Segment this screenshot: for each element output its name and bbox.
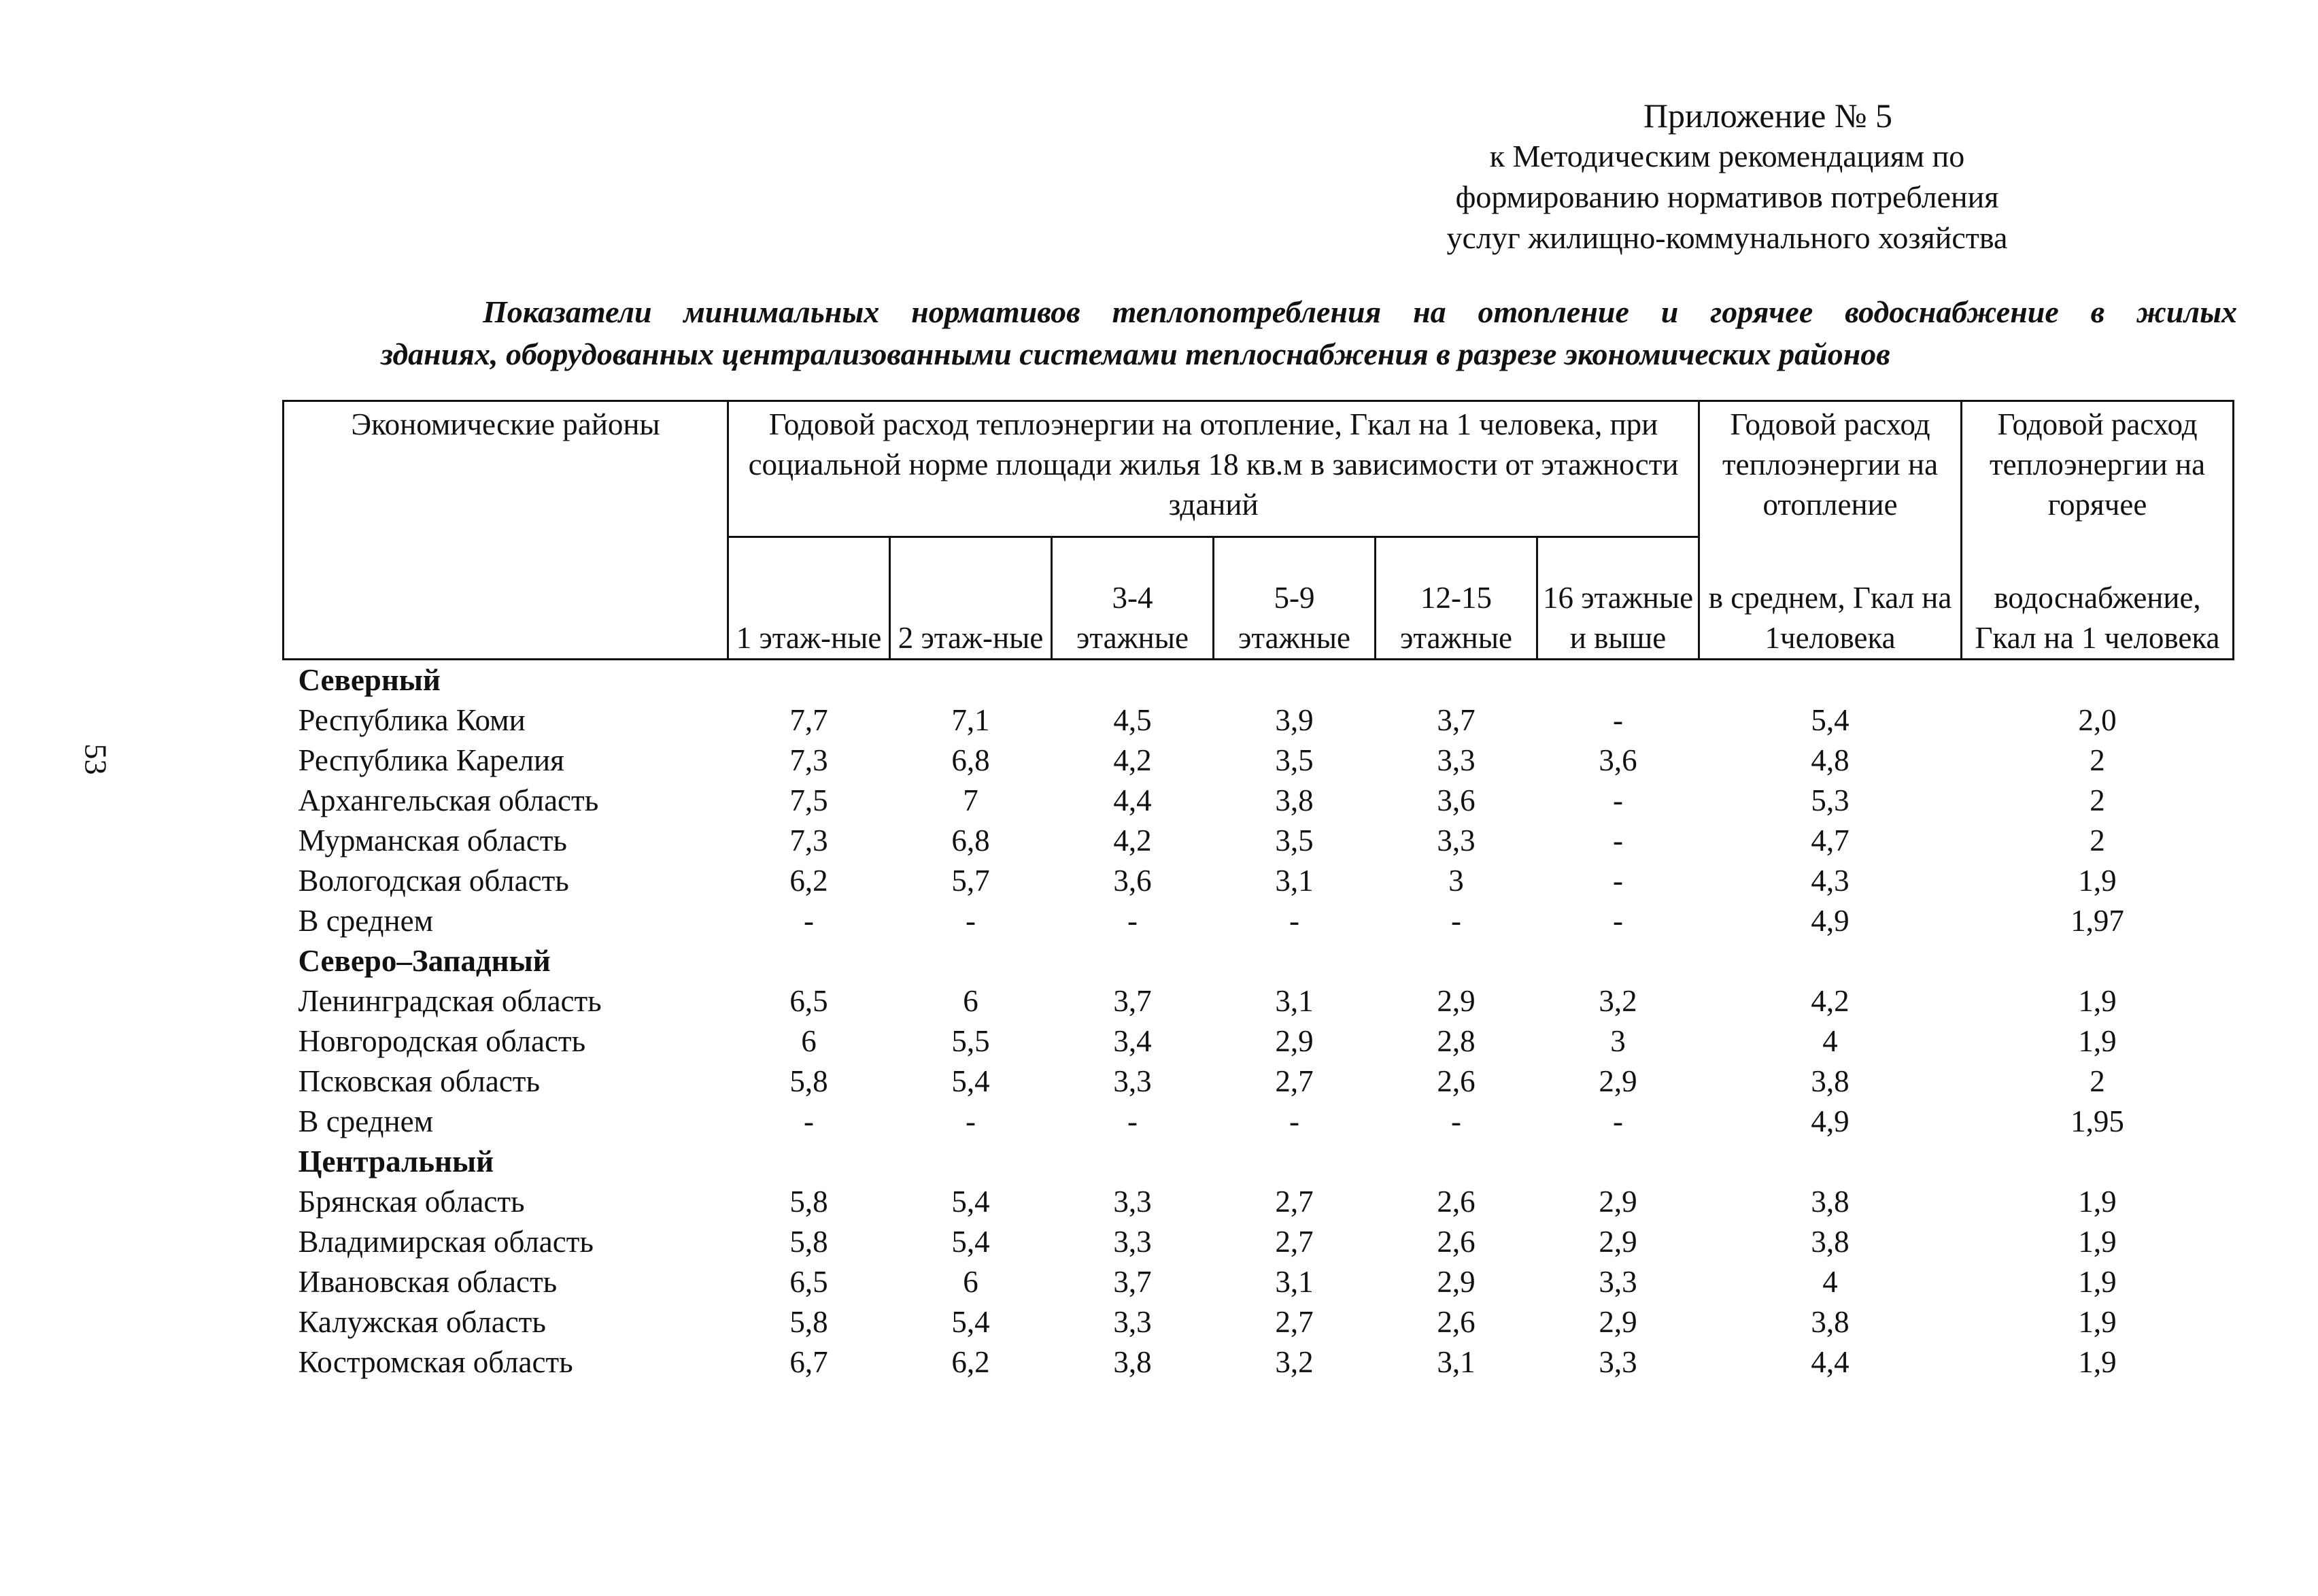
table-cell: 6,5 — [789, 984, 828, 1018]
table-cell: 2,7 — [1275, 1185, 1314, 1219]
table-cell: 4,5 — [1113, 703, 1152, 737]
table-cell: 4,9 — [1811, 904, 1850, 938]
table-cell: 2,0 — [2078, 703, 2117, 737]
table-row — [284, 781, 2234, 821]
table-cell: 3,3 — [1113, 1064, 1152, 1098]
table-cell: 1,95 — [2070, 1104, 2124, 1138]
table-cell: 2,8 — [1437, 1024, 1476, 1058]
region-group-row — [284, 1142, 2234, 1182]
title-line-2: зданиях, оборудованных централизованными системами теплоснабжения в разрезе экономических районов — [381, 337, 1890, 371]
table-cell: 3 — [1448, 864, 1464, 898]
table-cell: 5,3 — [1811, 783, 1850, 817]
region-name: Архангельская область — [298, 783, 599, 817]
table-cell: 3,3 — [1113, 1185, 1152, 1219]
table-cell: 7,5 — [789, 783, 828, 817]
table-cell: 3,2 — [1599, 984, 1637, 1018]
appendix-reference — [1367, 95, 2087, 258]
table-cell: - — [804, 904, 814, 938]
region-group-name: Северо–Западный — [298, 944, 551, 978]
table-cell: 6,2 — [951, 1345, 990, 1379]
appendix-line: к Методическим рекомендациям по — [1489, 139, 1965, 173]
region-name: В среднем — [298, 1104, 434, 1138]
region-name: Ивановская область — [298, 1265, 558, 1299]
table-cell: 3,3 — [1113, 1305, 1152, 1339]
table-cell: 3,8 — [1275, 783, 1314, 817]
table-cell: - — [1451, 1104, 1461, 1138]
table-cell: 3,2 — [1275, 1345, 1314, 1379]
table-cell: 5,4 — [951, 1064, 990, 1098]
table-row — [284, 741, 2234, 781]
table-row — [284, 1302, 2234, 1342]
table-row — [284, 1262, 2234, 1302]
table-cell: 4,8 — [1811, 743, 1850, 777]
table-cell: 6 — [801, 1024, 817, 1058]
table-cell: 2 — [2090, 783, 2105, 817]
table-cell: 4 — [1822, 1265, 1838, 1299]
table-cell: 4,4 — [1113, 783, 1152, 817]
document-title — [381, 291, 2237, 375]
table-cell: 3,5 — [1275, 743, 1314, 777]
table-cell: 2,6 — [1437, 1225, 1476, 1259]
region-name: Калужская область — [298, 1305, 546, 1339]
table-cell: 3,1 — [1437, 1345, 1476, 1379]
table-cell: 2,7 — [1275, 1305, 1314, 1339]
table-cell: 3,8 — [1811, 1185, 1850, 1219]
table-cell: 3,1 — [1275, 864, 1314, 898]
table-cell: 2,9 — [1599, 1064, 1637, 1098]
region-group-name: Северный — [298, 663, 441, 697]
table-cell: 4,2 — [1113, 824, 1152, 858]
table-cell: 1,9 — [2078, 984, 2117, 1018]
table-cell: 3,3 — [1599, 1265, 1637, 1299]
table-cell: 2,9 — [1437, 984, 1476, 1018]
table-cell: 2,9 — [1599, 1185, 1637, 1219]
table-cell: 6 — [963, 1265, 978, 1299]
table-cell: 7,7 — [789, 703, 828, 737]
table-cell: 1,9 — [2078, 1265, 2117, 1299]
table-cell: 3,8 — [1811, 1305, 1850, 1339]
table-cell: 3,3 — [1599, 1345, 1637, 1379]
table-cell: 7,1 — [951, 703, 990, 737]
table-cell: 3,6 — [1437, 783, 1476, 817]
table-cell: 1,9 — [2078, 1185, 2117, 1219]
table-cell: 5,4 — [951, 1225, 990, 1259]
table-cell: 3,7 — [1437, 703, 1476, 737]
table-cell: 5,8 — [789, 1185, 828, 1219]
appendix-line: формированию нормативов потребления — [1455, 180, 1999, 214]
region-name: Брянская область — [298, 1185, 525, 1219]
table-row — [284, 901, 2234, 941]
table-cell: 4,2 — [1113, 743, 1152, 777]
table-cell: 5,7 — [951, 864, 990, 898]
table-cell: 6,5 — [789, 1265, 828, 1299]
table-cell: 5,4 — [951, 1305, 990, 1339]
region-name: Костромская область — [298, 1345, 573, 1379]
table-cell: 5,8 — [789, 1225, 828, 1259]
table-cell: 1,9 — [2078, 1225, 2117, 1259]
region-name: Мурманская область — [298, 824, 567, 858]
table-cell: 3,8 — [1811, 1225, 1850, 1259]
table-cell: 1,9 — [2078, 864, 2117, 898]
table-cell: 6 — [963, 984, 978, 1018]
region-group-row — [284, 660, 2234, 701]
table-cell: 4,3 — [1811, 864, 1850, 898]
table-cell: 2,6 — [1437, 1305, 1476, 1339]
table-cell: 2,9 — [1275, 1024, 1314, 1058]
table-cell: 3,8 — [1811, 1064, 1850, 1098]
table-cell: - — [1613, 703, 1624, 737]
table-cell: 5,8 — [789, 1305, 828, 1339]
region-name: В среднем — [298, 904, 434, 938]
header-floors-2: 2 этаж-ные — [890, 537, 1052, 660]
region-name: Новгородская область — [298, 1024, 586, 1058]
table-cell: 3,7 — [1113, 1265, 1152, 1299]
appendix-number: Приложение № 5 — [1643, 97, 1893, 135]
table-cell: 4,7 — [1811, 824, 1850, 858]
table-cell: - — [1613, 824, 1624, 858]
table-cell: 3,7 — [1113, 984, 1152, 1018]
header-floors-1: 1 этаж-ные — [728, 537, 890, 660]
table-cell: 6,2 — [789, 864, 828, 898]
table-cell: 2 — [2090, 743, 2105, 777]
region-name: Ленинградская область — [298, 984, 602, 1018]
table-cell: - — [1613, 1104, 1624, 1138]
table-cell: 7 — [963, 783, 978, 817]
region-name: Псковская область — [298, 1064, 540, 1098]
table-cell: 3,6 — [1113, 864, 1152, 898]
table-cell: 2,9 — [1437, 1265, 1476, 1299]
appendix-line: услуг жилищно-коммунального хозяйства — [1446, 220, 2008, 255]
table-cell: 2,7 — [1275, 1064, 1314, 1098]
header-region: Экономические районы — [284, 401, 728, 660]
table-cell: 1,97 — [2070, 904, 2124, 938]
header-floors-16-plus: 16 этажные и выше — [1537, 537, 1699, 660]
table-cell: - — [966, 904, 976, 938]
table-cell: 3,3 — [1437, 743, 1476, 777]
table-cell: - — [966, 1104, 976, 1138]
table-cell: 2,6 — [1437, 1185, 1476, 1219]
table-cell: 3,3 — [1437, 824, 1476, 858]
table-cell: 3,6 — [1599, 743, 1637, 777]
region-name: Вологодская область — [298, 864, 569, 898]
table-cell: 6,7 — [789, 1345, 828, 1379]
region-name: Владимирская область — [298, 1225, 594, 1259]
header-floors-3-4: 3-4 этажные — [1052, 537, 1214, 660]
page-number: 53 — [78, 743, 114, 775]
table-cell: 1,9 — [2078, 1345, 2117, 1379]
region-name: Республика Карелия — [298, 743, 564, 777]
table-row — [284, 700, 2234, 741]
table-cell: 3,3 — [1113, 1225, 1152, 1259]
table-cell: - — [1613, 864, 1624, 898]
table-cell: 6,8 — [951, 743, 990, 777]
table-cell: 3 — [1610, 1024, 1626, 1058]
header-floors-12-15: 12-15 этажные — [1376, 537, 1537, 660]
table-cell: 3,5 — [1275, 824, 1314, 858]
table-cell: 6,8 — [951, 824, 990, 858]
table-cell: 2,9 — [1599, 1225, 1637, 1259]
header-avg-heating-unit: в среднем, Гкал на 1человека — [1699, 537, 1962, 660]
table-row — [284, 861, 2234, 901]
table-cell: 4,9 — [1811, 1104, 1850, 1138]
table-cell: 3,4 — [1113, 1024, 1152, 1058]
table-cell: 5,4 — [951, 1185, 990, 1219]
table-cell: 1,9 — [2078, 1305, 2117, 1339]
region-group-name: Центральный — [298, 1144, 494, 1178]
table-cell: - — [1289, 1104, 1299, 1138]
header-hot-water: Годовой расход теплоэнергии на горячее — [1962, 401, 2234, 537]
header-heating-by-floors: Годовой расход теплоэнергии на отопление, Гкал на 1 человека, при социальной норме площади жилья 18 кв.м в зависимости от этажности зданий — [728, 401, 1699, 537]
table-cell: 5,8 — [789, 1064, 828, 1098]
region-name: Республика Коми — [298, 703, 526, 737]
table-cell: 2,9 — [1599, 1305, 1637, 1339]
table-cell: - — [1127, 904, 1138, 938]
norms-table — [282, 400, 2234, 1382]
table-cell: 7,3 — [789, 743, 828, 777]
table-cell: - — [1613, 783, 1624, 817]
table-cell: 5,4 — [1811, 703, 1850, 737]
table-cell: 4 — [1822, 1024, 1838, 1058]
table-row — [284, 1021, 2234, 1062]
table-cell: - — [804, 1104, 814, 1138]
table-header — [284, 401, 2234, 660]
table-row — [284, 1062, 2234, 1102]
table-cell: 2 — [2090, 824, 2105, 858]
table-cell: 4,4 — [1811, 1345, 1850, 1379]
table-row — [284, 981, 2234, 1021]
table-cell: - — [1451, 904, 1461, 938]
title-line-1: Показатели минимальных нормативов теплопотребления на отопление и горячее водоснабжение в жилых — [483, 294, 2237, 329]
table-cell: 7,3 — [789, 824, 828, 858]
table-cell: 2 — [2090, 1064, 2105, 1098]
table-row — [284, 1222, 2234, 1262]
table-cell: 3,1 — [1275, 984, 1314, 1018]
table-row — [284, 821, 2234, 861]
table-cell: - — [1127, 1104, 1138, 1138]
table-cell: 5,5 — [951, 1024, 990, 1058]
table-body — [284, 660, 2234, 1383]
table-cell: - — [1289, 904, 1299, 938]
header-hot-water-unit: водоснабжение, Гкал на 1 человека — [1962, 537, 2234, 660]
header-floors-5-9: 5-9 этажные — [1214, 537, 1376, 660]
table-cell: 1,9 — [2078, 1024, 2117, 1058]
header-avg-heating: Годовой расход теплоэнергии на отопление — [1699, 401, 1962, 537]
table-row — [284, 1102, 2234, 1142]
table-row — [284, 1182, 2234, 1222]
table-cell: 3,9 — [1275, 703, 1314, 737]
table-cell: 3,1 — [1275, 1265, 1314, 1299]
table-cell: 2,7 — [1275, 1225, 1314, 1259]
table-row — [284, 1342, 2234, 1382]
table-cell: - — [1613, 904, 1624, 938]
table-cell: 4,2 — [1811, 984, 1850, 1018]
table-cell: 2,6 — [1437, 1064, 1476, 1098]
table-cell: 3,8 — [1113, 1345, 1152, 1379]
region-group-row — [284, 941, 2234, 981]
